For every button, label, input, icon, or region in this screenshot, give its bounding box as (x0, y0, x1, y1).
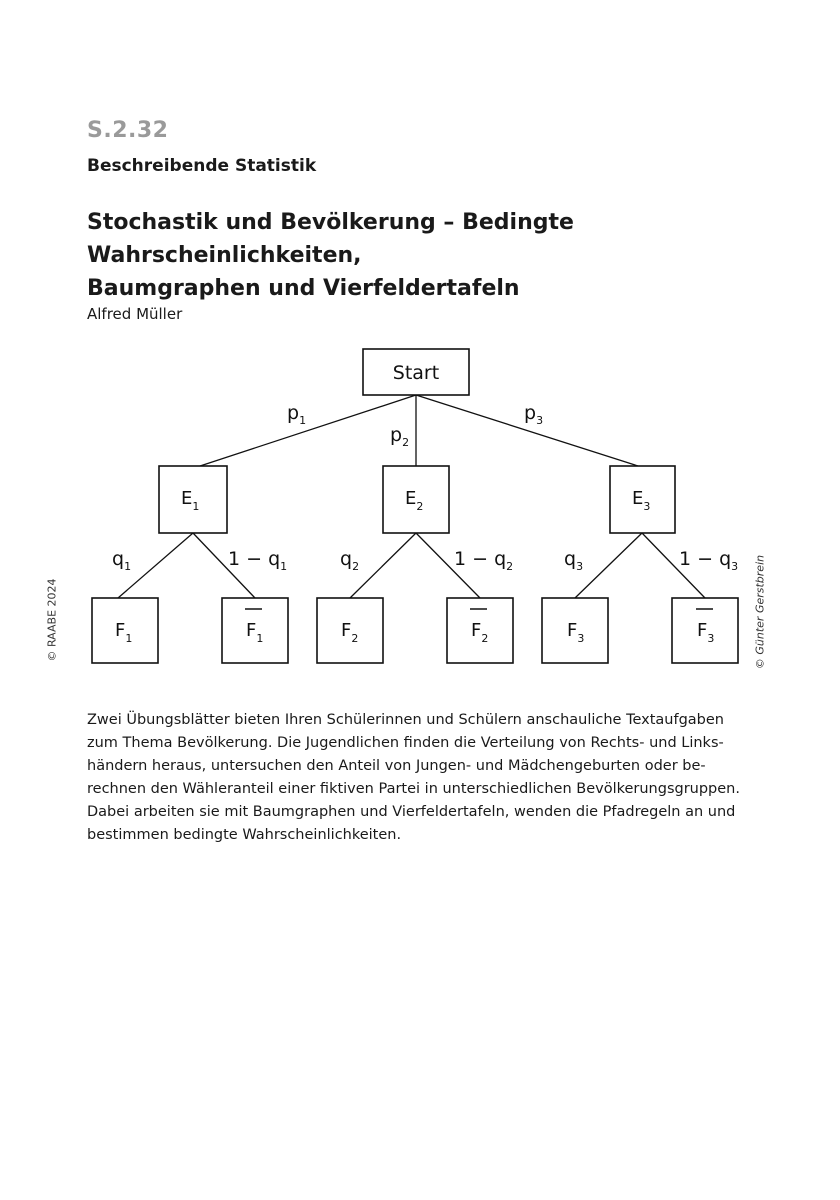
summary-line: rechnen den Wähleranteil einer fiktiven Partei in unterschiedlichen Bevölkerungsgruppen. (87, 781, 740, 797)
edge-label-p3-index: 3 (536, 414, 544, 427)
edge-label-1-minus-q1-prefix: 1 − (228, 548, 269, 570)
summary-line: Zwei Übungsblätter bieten Ihren Schülerinnen und Schülern anschauliche Textaufgaben (87, 712, 725, 728)
node-e3-index: 3 (643, 500, 651, 513)
edge-label-p1 (287, 402, 306, 427)
summary-line: zum Thema Bevölkerung. Die Jugendlichen finden die Verteilung von Rechts- und Links- (87, 735, 724, 751)
summary-paragraph (87, 709, 747, 847)
edge-label-q3 (564, 548, 583, 573)
edge-label-1-minus-q2-index: 2 (506, 560, 514, 573)
edge-label-q1-index: 1 (124, 560, 132, 573)
node-f1bar-letter: F (246, 620, 257, 641)
edge-label-p1-index: 1 (299, 414, 307, 427)
node-f2-letter: F (341, 620, 352, 641)
edge-label-p3 (524, 402, 543, 427)
edge-label-1-minus-q3-letter: q (719, 548, 732, 570)
node-e1-letter: E (181, 488, 193, 509)
edge-label-1-minus-q2-letter: q (494, 548, 507, 570)
node-f3bar-letter: F (697, 620, 708, 641)
edge-label-q1-letter: q (112, 548, 125, 570)
edge-label-p2 (390, 424, 409, 449)
node-f2bar-letter: F (471, 620, 482, 641)
edge-label-1-minus-q3 (679, 548, 738, 573)
node-f3bar-index: 3 (707, 632, 715, 645)
node-e1-index: 1 (192, 500, 200, 513)
edge-label-q1 (112, 548, 131, 573)
section-code: S.2.32 (87, 118, 169, 143)
edge-label-q2-index: 2 (352, 560, 360, 573)
node-e2-letter: E (405, 488, 417, 509)
edge-label-1-minus-q2 (454, 548, 513, 573)
edge-label-p1-letter: p (287, 402, 300, 424)
edge-start-e1 (200, 395, 416, 466)
author: Alfred Müller (87, 305, 183, 323)
node-start-label: Start (392, 362, 440, 384)
subject-heading: Beschreibende Statistik (87, 156, 317, 176)
edge-label-q2 (340, 548, 359, 573)
edge-label-p2-letter: p (390, 424, 403, 446)
edge-label-1-minus-q1-index: 1 (280, 560, 288, 573)
node-f2-index: 2 (351, 632, 359, 645)
edge-label-1-minus-q3-index: 3 (731, 560, 739, 573)
node-f3-letter: F (567, 620, 578, 641)
summary-line: händern heraus, untersuchen den Anteil von Jungen- und Mädchengeburten oder be- (87, 758, 706, 774)
title-line: Stochastik und Bevölkerung – Bedingte Wahrscheinlichkeiten, (87, 210, 574, 268)
edge-label-q3-letter: q (564, 548, 577, 570)
node-f2bar-index: 2 (481, 632, 489, 645)
node-f1-index: 1 (125, 632, 133, 645)
summary-line: Dabei arbeiten sie mit Baumgraphen und Vierfeldertafeln, wenden die Pfadregeln an und (87, 804, 736, 820)
summary-line: bestimmen bedingte Wahrscheinlichkeiten. (87, 827, 402, 843)
edge-label-q2-letter: q (340, 548, 353, 570)
edge-label-1-minus-q1-letter: q (268, 548, 281, 570)
edge-label-1-minus-q3-prefix: 1 − (679, 548, 720, 570)
edge-label-1-minus-q1 (228, 548, 287, 573)
edge-label-p2-index: 2 (402, 436, 410, 449)
node-f3-index: 3 (577, 632, 585, 645)
node-f1bar-index: 1 (256, 632, 264, 645)
edge-label-1-minus-q2-prefix: 1 − (454, 548, 495, 570)
node-e3-letter: E (632, 488, 644, 509)
node-e2-index: 2 (416, 500, 424, 513)
title-line: Baumgraphen und Vierfeldertafeln (87, 276, 520, 301)
edge-label-p3-letter: p (524, 402, 537, 424)
copyright-publisher-text: © RAABE 2024 (45, 578, 59, 662)
edge-e3-f3 (575, 533, 642, 598)
edge-e2-f2 (350, 533, 416, 598)
copyright-illustrator-text: © Günter Gerstbrein (753, 554, 767, 670)
edge-label-q3-index: 3 (576, 560, 584, 573)
node-f1-letter: F (115, 620, 126, 641)
